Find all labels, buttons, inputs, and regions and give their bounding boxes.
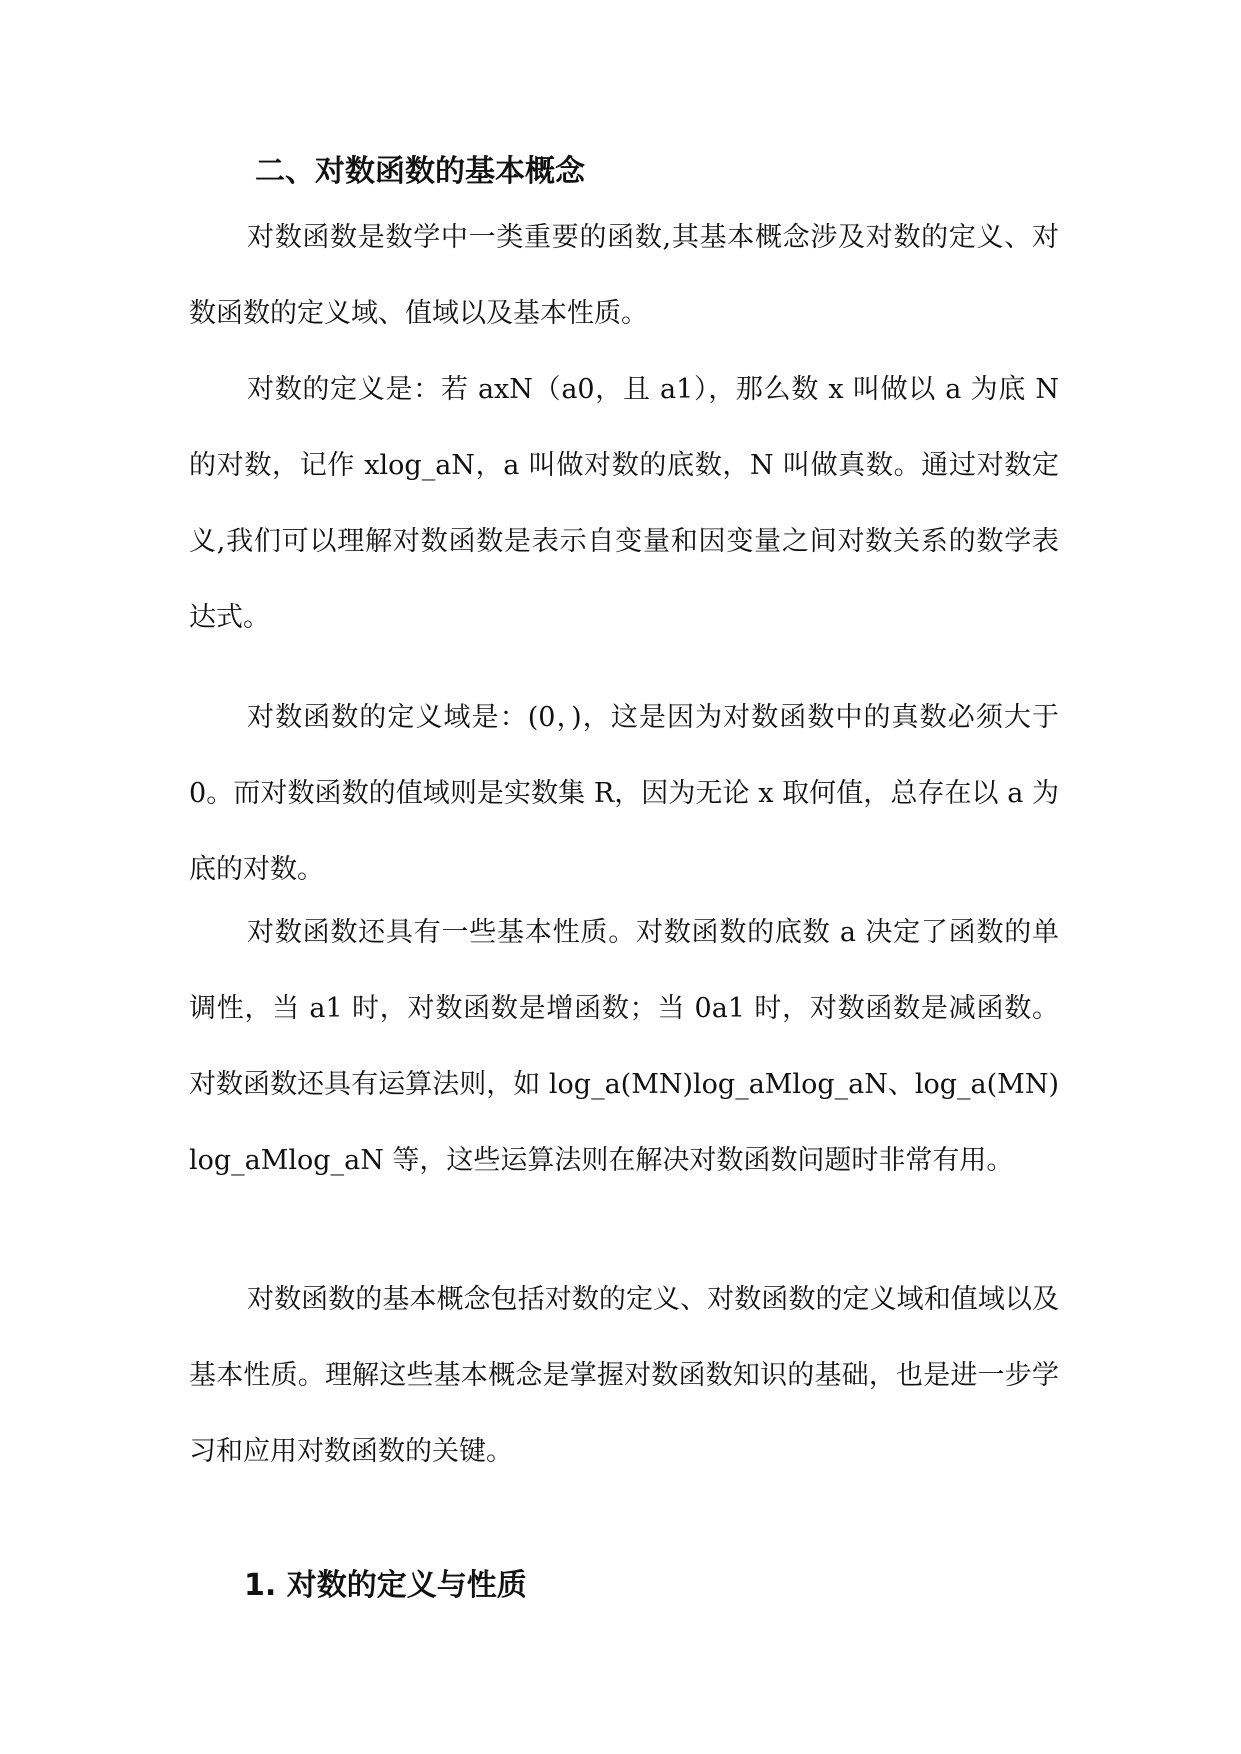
paragraph-text: 对数函数还具有一些基本性质。对数函数的底数 a 决定了函数的单调性，当 a1 时，对数函数是增函数；当 0a1 时，对数函数是减函数。对数函数还具有运算法则，如 log_a(MN)log_aMlog_aN、log_a(MN)log_aMlog_aN 等，这些运算法则在解决对数函数问题时非常有用。 — [189, 917, 1059, 1176]
paragraph-properties — [189, 895, 1059, 1199]
paragraph-text: 对数函数的基本概念包括对数的定义、对数函数的定义域和值域以及基本性质。理解这些基本概念是掌握对数函数知识的基础，也是进一步学习和应用对数函数的关键。 — [189, 1284, 1059, 1467]
subsection-title: 1. 对数的定义与性质 — [244, 1568, 527, 1603]
paragraph-text: 对数函数的定义域是：(0，)，这是因为对数函数中的真数必须大于 0。而对数函数的值域则是实数集 R，因为无论 x 取何值，总存在以 a 为底的对数。 — [189, 702, 1059, 885]
paragraph-text: 对数函数是数学中一类重要的函数,其基本概念涉及对数的定义、对数函数的定义域、值域以及基本性质。 — [189, 222, 1059, 329]
paragraph-summary — [189, 1262, 1059, 1490]
section-title: 二、对数函数的基本概念 — [255, 154, 585, 189]
paragraph-intro — [189, 200, 1059, 352]
paragraph-definition — [189, 352, 1059, 656]
paragraph-text: 对数的定义是：若 axN（a0，且 a1），那么数 x 叫做以 a 为底 N 的对数，记作 xlog_aN，a 叫做对数的底数，N 叫做真数。通过对数定义,我们可以理解对数函数是表示自变量和因变量之间对数关系的数学表达式。 — [189, 374, 1059, 633]
paragraph-domain-range — [189, 680, 1059, 908]
